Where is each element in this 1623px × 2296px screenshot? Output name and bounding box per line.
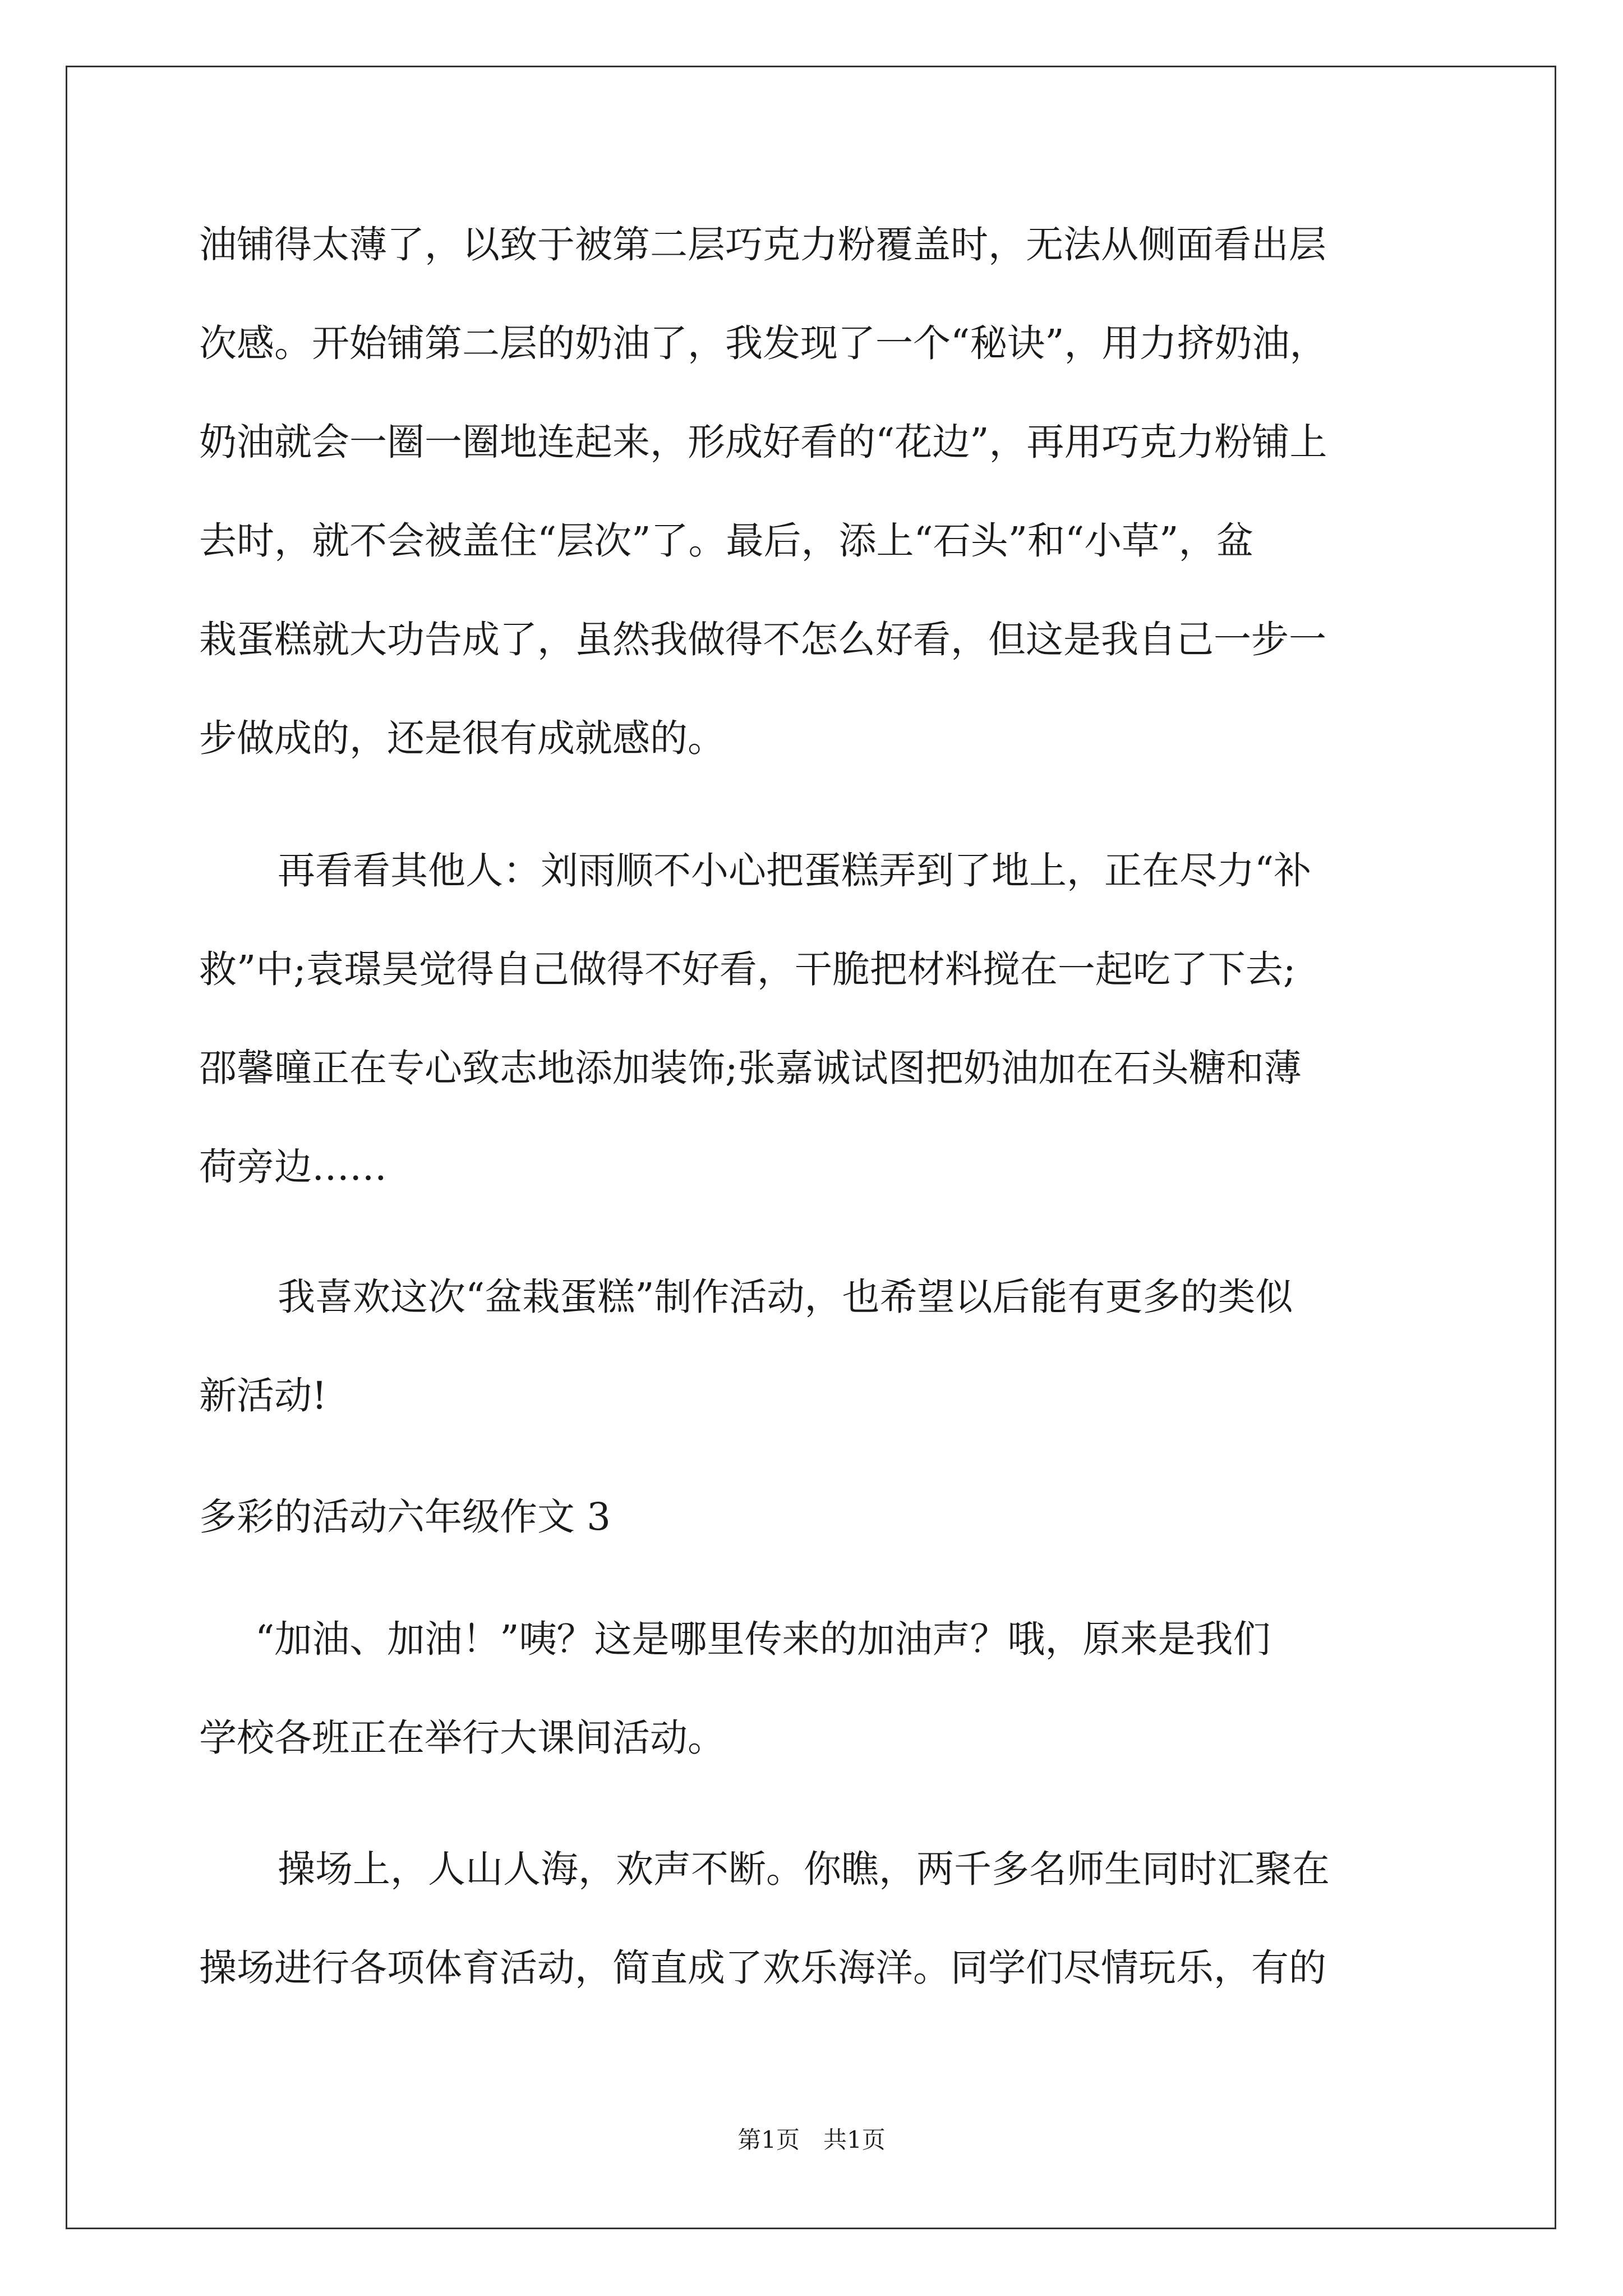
section-heading: 多彩的活动六年级作文 3 (199, 1495, 611, 1539)
text-line: 学校各班正在举行大课间活动。 (199, 1716, 725, 1760)
text-line: 奶油就会一圈一圈地连起来，形成好看的“花边”，再用巧克力粉铺上 (199, 420, 1327, 464)
paragraph-first-line: “加油、加油！”咦？这是哪里传来的加油声？哦，原来是我们 (255, 1617, 1271, 1661)
paragraph-first-line: 操场上，人山人海，欢声不断。你瞧，两千多名师生同时汇聚在 (278, 1847, 1330, 1891)
text-line: 去时，就不会被盖住“层次”了。最后，添上“石头”和“小草”，盆 (199, 519, 1254, 563)
text-line: 救”中;袁璟昊觉得自己做得不好看，干脆把材料搅在一起吃了下去; (199, 947, 1296, 991)
text-line: 邵馨曈正在专心致志地添加装饰;张嘉诚试图把奶油加在石头糖和薄 (199, 1046, 1302, 1090)
text-line: 油铺得太薄了，以致于被第二层巧克力粉覆盖时，无法从侧面看出层 (199, 223, 1326, 266)
text-line: 荷旁边…… (199, 1145, 387, 1189)
text-line: 操场进行各项体育活动，简直成了欢乐海洋。同学们尽情玩乐，有的 (199, 1946, 1326, 1990)
paragraph-first-line: 我喜欢这次“盆栽蛋糕”制作活动，也希望以后能有更多的类似 (278, 1275, 1293, 1319)
text-line: 次感。开始铺第二层的奶油了，我发现了一个“秘诀”，用力挤奶油， (199, 321, 1327, 365)
paragraph-first-line: 再看看其他人：刘雨顺不小心把蛋糕弄到了地上，正在尽力“补 (278, 849, 1312, 892)
page-number: 第1页 共1页 (737, 2126, 886, 2154)
text-line: 栽蛋糕就大功告成了，虽然我做得不怎么好看，但这是我自己一步一 (199, 618, 1326, 661)
text-line: 新活动! (199, 1374, 327, 1418)
text-line: 步做成的，还是很有成就感的。 (199, 716, 725, 760)
